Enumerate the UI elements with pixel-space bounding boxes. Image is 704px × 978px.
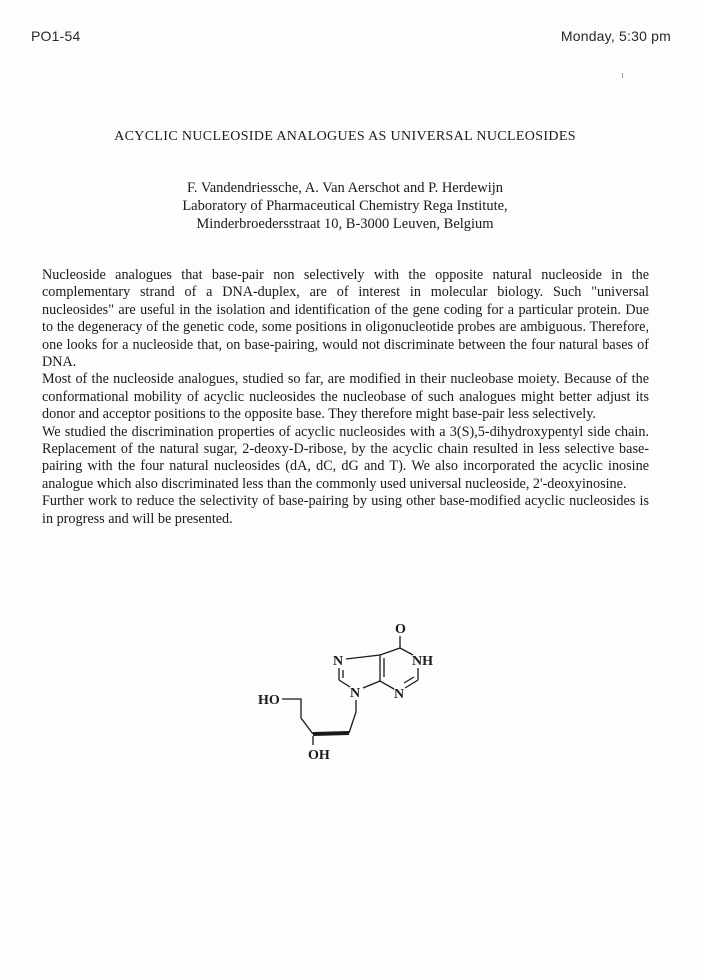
atom-n3: N: [394, 687, 405, 702]
bond-c2-n3-double: [404, 677, 414, 683]
bond-stereo-bold: [313, 733, 349, 734]
author-block: [0, 179, 690, 233]
session-code: PO1-54: [31, 28, 81, 44]
abstract-paragraph: Further work to reduce the selectivity of base-pairing by using other base-modified acyclic nucleosides is in progress and will be presented.: [42, 493, 649, 527]
abstract-paragraph: We studied the discrimination properties of acyclic nucleosides with a 3(S),5-dihydroxypentyl side chain. Replacement of the natural sugar, 2-deoxy-D-ribose, by the acyclic chain resulted in less selective base-pairing with the four natural nucleosides (dA, dC, dG and T). We also incorporated the acyclic inosine analogue which also discriminated less than the commonly used universal nucleoside, 2'-deoxyinosine.: [42, 423, 649, 492]
atom-n9: N: [350, 686, 361, 701]
bond-c5-c6: [380, 648, 400, 655]
bond-n9-c4: [363, 681, 380, 688]
bond-n9-chain: [349, 700, 356, 733]
atom-carbonyl-o: O: [395, 622, 406, 637]
bond-c8-n9: [339, 680, 350, 687]
author-address: Minderbroedersstraat 10, B-3000 Leuven, Belgium: [196, 216, 494, 232]
atom-n1h: NH: [412, 654, 433, 669]
bond-c6-n1: [400, 648, 413, 655]
session-time: Monday, 5:30 pm: [560, 28, 671, 44]
abstract-body: [42, 267, 649, 528]
bond-c2-n3: [405, 680, 418, 688]
bond-c5-n7: [346, 655, 380, 659]
bond-n3-c4: [380, 681, 394, 689]
scan-speck: [622, 73, 623, 78]
abstract-paragraph: Most of the nucleoside analogues, studied so far, are modified in their nucleobase moiety. Because of the conformational mobility of acyclic nucleosides the nucleobase of such analogues might better adjust its donor and acceptor positions to the opposite base. They therefore might base-pair less selectively.: [42, 371, 649, 423]
atom-hydroxyl-5: HO: [258, 693, 280, 708]
bond-chain-ho: [282, 699, 313, 734]
atom-hydroxyl-3: OH: [308, 748, 330, 763]
author-names: F. Vandendriessche, A. Van Aerschot and P. Herdewijn: [186, 180, 504, 196]
atom-n7: N: [333, 654, 344, 669]
author-affiliation: Laboratory of Pharmaceutical Chemistry Rega Institute,: [182, 198, 508, 214]
abstract-paragraph: Nucleoside analogues that base-pair non selectively with the opposite natural nucleoside in the complementary strand of a DNA-duplex, are of interest in molecular biology. Such "universal nucleosides" are useful in the isolation and identification of the gene coding for a particular protein. Due to the degeneracy of the genetic code, some positions in oligonucleotide probes are ambiguous. Therefore, one looks for a nucleoside that, on base-pairing, would not discriminate between the four natural bases of DNA.: [42, 267, 649, 371]
paper-title: ACYCLIC NUCLEOSIDE ANALOGUES AS UNIVERSAL NUCLEOSIDES: [114, 129, 576, 144]
